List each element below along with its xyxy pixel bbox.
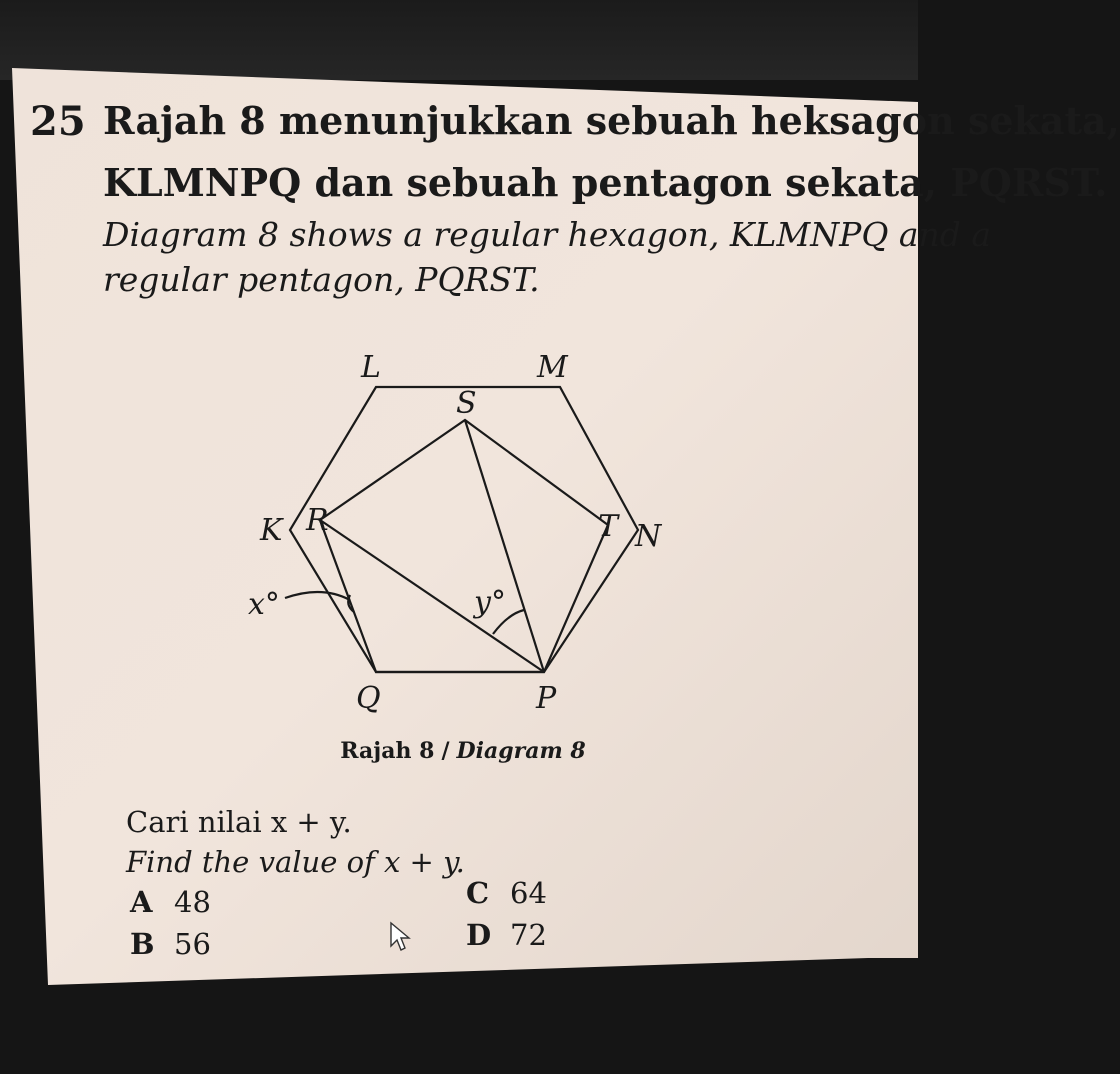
question-number: 25 xyxy=(30,98,86,145)
angle-x-arrow xyxy=(285,592,350,600)
angle-y-label: y° xyxy=(474,585,506,620)
diagonal-pr xyxy=(320,520,544,672)
label-l: L xyxy=(361,350,381,385)
pentagon-pqrst xyxy=(320,420,608,672)
mouse-cursor-icon xyxy=(388,920,418,954)
label-t: T xyxy=(598,509,619,544)
label-q: Q xyxy=(356,681,381,716)
label-n: N xyxy=(635,519,662,554)
caption-separator: / xyxy=(441,738,450,764)
option-a-letter: A xyxy=(130,885,153,919)
diagonal-ps xyxy=(465,420,544,672)
option-d-value: 72 xyxy=(510,918,547,952)
question-malay-line-1: Rajah 8 menunjukkan sebuah heksagon sekata, xyxy=(103,98,1120,143)
diagram-caption xyxy=(0,738,918,764)
option-d[interactable] xyxy=(466,918,547,952)
question-english-line-2: regular pentagon, PQRST. xyxy=(103,260,540,299)
option-c-letter: C xyxy=(466,876,490,910)
option-a[interactable] xyxy=(130,885,211,919)
question-english-line-1: Diagram 8 shows a regular hexagon, KLMNPQ and a xyxy=(103,215,992,254)
prompt-english: Find the value of x + y. xyxy=(126,845,465,879)
option-b-letter: B xyxy=(130,927,155,961)
caption-malay: Rajah 8 xyxy=(340,738,435,764)
option-c-value: 64 xyxy=(510,876,547,910)
option-d-letter: D xyxy=(466,918,492,952)
label-k: K xyxy=(260,513,283,548)
caption-english: Diagram 8 xyxy=(456,738,586,764)
option-a-value: 48 xyxy=(174,885,211,919)
question-malay-line-2: KLMNPQ dan sebuah pentagon sekata, PQRST. xyxy=(103,160,1108,205)
hexagon-klmnpq xyxy=(290,387,638,672)
label-p: P xyxy=(536,681,557,716)
angle-x-label: x° xyxy=(248,587,280,622)
option-b-value: 56 xyxy=(174,927,211,961)
label-m: M xyxy=(537,350,568,385)
prompt-malay: Cari nilai x + y. xyxy=(126,805,352,839)
label-s: S xyxy=(456,386,477,421)
option-b[interactable] xyxy=(130,927,211,961)
option-c[interactable] xyxy=(466,876,547,910)
label-r: R xyxy=(306,503,329,538)
